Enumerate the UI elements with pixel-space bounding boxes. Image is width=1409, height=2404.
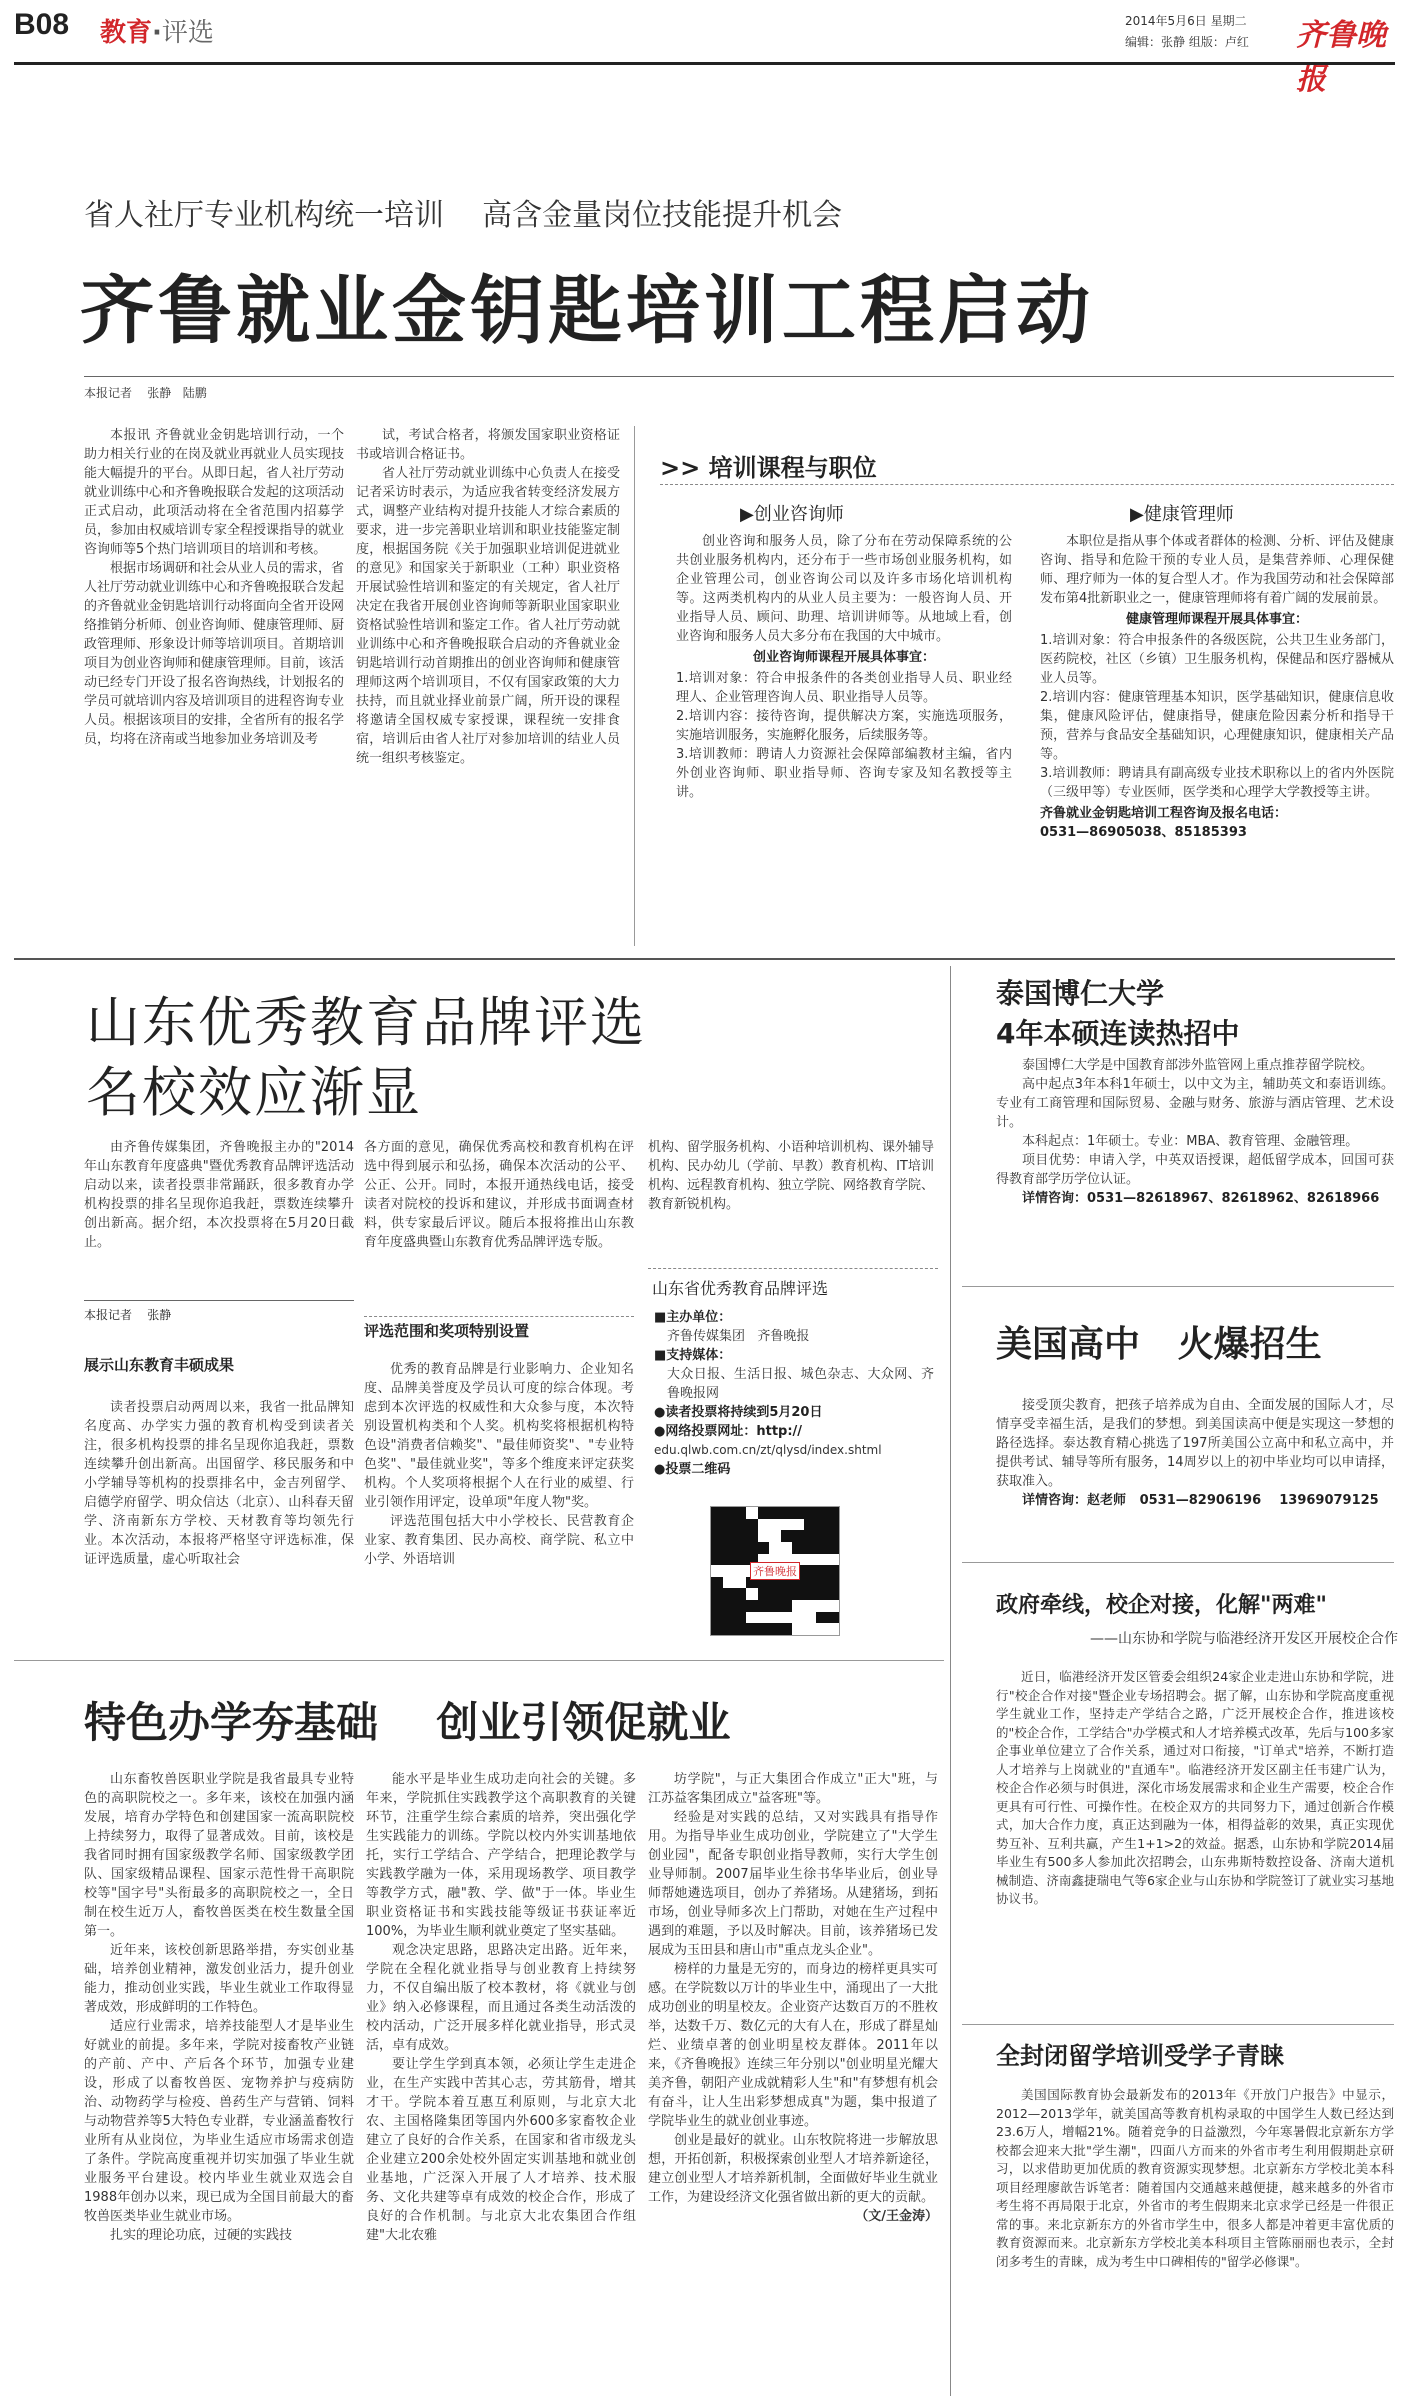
qr-module: [781, 1519, 793, 1531]
course-left-subhead: 创业咨询师课程开展具体事宜：: [752, 650, 935, 665]
issue-date: 2014年5月6日 星期二: [1125, 14, 1247, 28]
side1-headline-1: 泰国博仁大学: [996, 977, 1165, 1010]
qr-module: [816, 1612, 828, 1624]
infobox-organizer-label: ■主办单位：: [654, 1310, 732, 1325]
vocational-paragraph: 观念决定思路，思路决定出路。近年来，学院在全程化就业指导与创业教育上持续努力，不仅自编出版了校本教材，将《就业与创业》纳入必修课程，而且通过各类生动活泼的校内活动，广泛开展多样化就业指导，形式灵活，卓有成效。: [366, 1943, 636, 2053]
lead-kicker: 省人社厅专业机构统一培训 高含金量岗位技能提升机会: [84, 198, 843, 233]
qr-module: [734, 1577, 746, 1589]
course-left-item: 1.培训对象：符合申报条件的各类创业指导人员、职业经理人、企业管理咨询人员、职业指导人员等。: [676, 671, 1012, 705]
qr-module: [711, 1554, 723, 1566]
qr-module: [758, 1542, 770, 1554]
qr-module: [723, 1577, 735, 1589]
side1-paragraph: 本科起点：1年硕士。专业：MBA、教育管理、金融管理。: [1022, 1134, 1359, 1149]
qr-module: [827, 1554, 839, 1566]
qr-module: [723, 1507, 735, 1519]
qr-module: [711, 1542, 723, 1554]
section-label: [100, 12, 214, 49]
qr-module: [769, 1530, 781, 1542]
course-left-item: 3.培训教师：聘请人力资源社会保障部编教材主编，省内外创业咨询师、职业指导师、咨询专家及知名教授等主讲。: [676, 747, 1012, 800]
infobox-media: 大众日报、生活日报、城色杂志、大众网、齐鲁晚报网: [667, 1367, 934, 1401]
infobox-deadline: ●读者投票将持续到5月20日: [654, 1405, 823, 1420]
sidebar-divider: [950, 966, 951, 2396]
course-left: [676, 532, 1012, 950]
masthead: [0, 0, 1409, 97]
vocational-col1: [84, 1770, 354, 2392]
course-heading-arrows: >>: [660, 454, 701, 482]
qr-module: [816, 1554, 828, 1566]
qr-module: [792, 1612, 804, 1624]
qr-module: [723, 1519, 735, 1531]
brand-logo: 齐鲁晚报: [1296, 18, 1386, 97]
vocational-paragraph: 适应行业需求，培养技能型人才是毕业生好就业的前提。多年来，学院对接畜牧产业链的产前、产中、产后各个环节，加强专业建设，形成了以畜牧兽医、宠物养护与疫病防治、动物药学与检疫、兽药生产与营销、饲料与动物营养等5大特色专业群，专业涵盖畜牧行业所有从业岗位，为毕业生适应市场需求创造了条件。学院高度重视并切实加强了毕业生就业服务平台建设。校内毕业生就业双选会自1988年创办以来，现已成为全国目前最大的畜牧兽医类毕业生就业市场。: [84, 2019, 354, 2224]
qr-module: [734, 1530, 746, 1542]
qr-module: [816, 1623, 828, 1635]
qr-module: [746, 1588, 758, 1600]
qr-module: [781, 1600, 793, 1612]
qr-module: [734, 1612, 746, 1624]
qr-module: [723, 1542, 735, 1554]
qr-module: [723, 1554, 735, 1566]
section-b: 评选: [161, 18, 214, 48]
course-right-item: 3.培训教师：聘请具有副高级专业技术职称以上的省内外医院（三级甲等）专业医师，医学类和心理学大学教授等主讲。: [1040, 766, 1394, 800]
qr-module: [781, 1507, 793, 1519]
lead-rule: [84, 376, 1394, 377]
qr-module: [816, 1530, 828, 1542]
vocational-paragraph: 近年来，该校创新思路举措，夯实创业基础，培养创业精神，激发创业活力，提升创业能力，推动创业实践，毕业生就业工作取得显著成效，形成鲜明的工作特色。: [84, 1943, 354, 2015]
vocational-paragraph: 创业是最好的就业。山东牧院将进一步解放思想，开拓创新，积极探索创业型人才培养新途径，建立创业型人才培养新机制，全面做好毕业生就业工作，为建设经济文化强省做出新的更大的贡献。: [648, 2133, 938, 2205]
qr-module: [792, 1600, 804, 1612]
page-number: B08: [14, 8, 70, 41]
course-left-item: 2.培训内容：接待咨询，提供解决方案，实施选项服务，实施培训服务，实施孵化服务，后续服务等。: [676, 709, 1012, 743]
course-right-title: [1130, 500, 1234, 526]
triangle-icon: ▶: [1130, 504, 1144, 525]
qr-module: [827, 1588, 839, 1600]
qr-module: [816, 1588, 828, 1600]
course-right-intro: 本职位是指从事个体或者群体的检测、分析、评估及健康咨询、指导和危险干预的专业人员，是集营养师、心理保健师、理疗师为一体的复合型人才。作为我国劳动和社会保障部发布第4批新职业之一，健康管理师将有着广阔的发展前景。: [1040, 534, 1394, 606]
vocational-col2: [366, 1770, 636, 2392]
qr-module: [723, 1612, 735, 1624]
qr-module: [746, 1600, 758, 1612]
brand-col3: 机构、留学服务机构、小语种培训机构、课外辅导机构、民办幼儿（学前、早教）教育机构、IT培训机构、远程教育机构、独立学院、网络教育学院、教育新锐机构。: [648, 1140, 934, 1212]
brand-byline: 本报记者 张静: [84, 1308, 172, 1322]
course-right-subhead: 健康管理师课程开展具体事宜：: [1125, 612, 1308, 627]
brand-intro: 由齐鲁传媒集团，齐鲁晚报主办的"2014年山东教育年度盛典"暨优秀教育品牌评选活动启动以来，读者投票非常踊跃，很多教育办学机构投票的排名呈现你追我赶，票数连续攀升创出新高。据介绍，本次投票将在5月20日截止。: [84, 1140, 354, 1250]
qr-module: [792, 1542, 804, 1554]
vocational-col3: [648, 1770, 938, 2392]
brand-col1: 读者投票启动两周以来，我省一批品牌知名度高、办学实力强的教育机构受到读者关注，很多机构投票的排名呈现你追我赶，票数连续攀升创出新高。出国留学、移民服务和中小学辅导等机构的投票排名中，金吉列留学、启德学府留学、明众信达（北京）、山科春天留学、济南新东方学校、天材教育等均领先行业。本次活动，本报将严格坚守评选标准，保证评选质量，虚心听取社会: [84, 1400, 354, 1567]
infobox-media-label: ■支持媒体：: [654, 1348, 732, 1363]
infobox-qr-label: ●投票二维码: [654, 1462, 731, 1477]
qr-module: [758, 1600, 770, 1612]
course-left-intro: 创业咨询和服务人员，除了分布在劳动保障系统的公共创业服务机构内，还分布于一些市场创业服务机构，如企业管理公司，创业咨询公司以及许多市场化培训机构等。这两类机构内的从业人员主要为：一般咨询人员、开业指导人员、顾问、助理、培训讲师等。从地域上看，创业咨询和服务人员大多分布在我国的大中城市。: [676, 534, 1012, 644]
qr-module: [827, 1530, 839, 1542]
vocational-paragraph: 榜样的力量是无穷的，而身边的榜样更具实可感。在学院数以万计的毕业生中，涌现出了一大批成功创业的明星校友。企业资产达数百万的不胜枚举，达数千万、数亿元的大有人在，形成了群星灿烂、业绩卓著的创业明星校友群体。2011年以来，《齐鲁晚报》连续三年分别以"创业明星光耀大美齐鲁，朝阳产业成就精彩人生"和"有梦想有机会有奋斗，让人生出彩梦想成真"为题，集中报道了学院毕业生的就业创业事迹。: [648, 1962, 938, 2129]
side1-paragraph: 高中起点3年本科1年硕士，以中文为主，辅助英文和泰语训练。专业有工商管理和国际贸易、金融与财务、旅游与酒店管理、艺术设计。: [996, 1077, 1394, 1130]
qr-module: [804, 1623, 816, 1635]
vocational-paragraph: 扎实的理论功底，过硬的实践技: [110, 2228, 293, 2243]
qr-module: [746, 1530, 758, 1542]
qr-module: [804, 1612, 816, 1624]
vocational-paragraph: 山东畜牧兽医职业学院是我省最具专业特色的高职院校之一。多年来，该校在加强内涵发展，培育办学特色和创建国家一流高职院校上持续努力，取得了显著成效。目前，该校是我省同时拥有国家级教学名师、国家级教学团队、国家级精品课程、国家示范性骨干高职院校等"国字号"头衔最多的高职院校之一，全日制在校生近万人，畜牧兽医类在校生数量全国第一。: [84, 1772, 354, 1939]
qr-module: [769, 1542, 781, 1554]
qr-module: [711, 1612, 723, 1624]
qr-module: [827, 1577, 839, 1589]
brand-col2: 各方面的意见，确保优秀高校和教育机构在评选中得到展示和弘扬，确保本次活动的公平、公正、公开。同时，本报开通热线电话，接受读者对院校的投诉和建议，并形成书面调查材料，供专家最后评议。随后本报将推出山东教育年度盛典暨山东教育优秀品牌评选专版。: [364, 1140, 634, 1250]
qr-module: [758, 1530, 770, 1542]
qr-module: [758, 1588, 770, 1600]
lead-headline: 齐鲁就业金钥匙培训工程启动: [80, 268, 1094, 354]
qr-module: [746, 1519, 758, 1531]
side1-paragraph: 项目优势：申请入学，中英双语授课，超低留学成本，回国可获得教育部学历学位认证。: [996, 1153, 1394, 1187]
infobox-top-rule: [648, 1268, 938, 1269]
course-contact-phone: 0531—86905038、85185393: [1040, 825, 1247, 840]
qr-module: [792, 1623, 804, 1635]
qr-module: [711, 1577, 723, 1589]
brand-paragraph: 评选范围包括大中小学校长、民营教育企业家、教育集团、民办高校、商学院、私立中小学、外语培训: [364, 1514, 634, 1567]
qr-module: [723, 1600, 735, 1612]
qr-module: [804, 1577, 816, 1589]
section-dot: ·: [152, 18, 162, 48]
qr-module: [816, 1507, 828, 1519]
infobox-title: 山东省优秀教育品牌评选: [652, 1279, 829, 1298]
qr-module: [804, 1530, 816, 1542]
side4-body: 美国国际教育协会最新发布的2013年《开放门户报告》中显示，2012—2013学年，就美国高等教育机构录取的中国学生人数已经达到23.6万人，增幅21%。随着竞争的日益激烈，今年寒暑假北京新东方学校都会迎来大批"学生潮"，四面八方而来的外省市考生利用假期赴京研习，以求借助更加优质的教育资源实现梦想。北京新东方学校北美本科项目经理廖歆告诉笔者：随着国内交通越来越便捷，越来越多的外省市考生将不再局限于北京，外省市的考生假期来北京求学已经是一件很正常的事。来北京新东方的外省市学生中，很多人都是冲着更丰富优质的教育资源而来。北京新东方学校北美本科项目主管陈丽丽也表示，全封闭多考生的青睐，成为考生中口碑相传的"留学必修课"。: [996, 2087, 1394, 2269]
qr-module: [781, 1588, 793, 1600]
course-heading: [660, 448, 877, 483]
section-a: 教育: [100, 18, 153, 48]
qr-module: [781, 1623, 793, 1635]
qr-module: [723, 1588, 735, 1600]
qr-module: [734, 1519, 746, 1531]
qr-module: [746, 1612, 758, 1624]
qr-module: [827, 1600, 839, 1612]
qr-module: [758, 1623, 770, 1635]
qr-module: [734, 1565, 746, 1577]
masthead-rule: [14, 62, 1395, 65]
qr-module: [827, 1507, 839, 1519]
side2-rule: [962, 1562, 1394, 1563]
brand-paragraph: 优秀的教育品牌是行业影响力、企业知名度、品牌美誉度及学员认可度的综合体现。考虑到本次评选的权威性和大众参与度，本次特别设置机构类和个人奖。机构奖将根据机构特色设"消费者信赖奖"、"最佳师资奖"、"专业特色奖"、"最佳就业奖"，等多个维度来评定获奖机构。个人奖项将根据个人在行业的威望、行业引领作用评定，设单项"年度人物"奖。: [364, 1362, 634, 1510]
qr-module: [827, 1542, 839, 1554]
brand-sub1: 展示山东教育丰硕成果: [84, 1356, 235, 1374]
qr-module: [804, 1565, 816, 1577]
side2-body: [996, 1396, 1394, 1510]
qr-center-label: 齐鲁晚报: [750, 1562, 800, 1580]
qr-module: [792, 1507, 804, 1519]
lead-column-divider: [634, 426, 635, 946]
side1-paragraph: 泰国博仁大学是中国教育部涉外监管网上重点推荐留学院校。: [1022, 1058, 1374, 1073]
lead-paragraph: 试，考试合格者，将颁发国家职业资格证书或培训合格证书。: [356, 428, 620, 462]
qr-module: [792, 1588, 804, 1600]
course-heading-text: 培训课程与职位: [708, 454, 877, 482]
qr-module: [792, 1519, 804, 1531]
side2-headline: 美国高中 火爆招生: [996, 1324, 1322, 1365]
qr-module: [816, 1600, 828, 1612]
qr-module: [746, 1507, 758, 1519]
qr-module: [827, 1612, 839, 1624]
qr-module: [781, 1542, 793, 1554]
course-heading-rule: [660, 484, 1394, 485]
vocational-paragraph: 经验是对实践的总结，又对实践具有指导作用。为指导毕业生成功创业，学院建立了"大学生创业园"，配备专职创业指导教师，实行大学生创业导师制。2007届毕业生徐书华毕业后，创业导师帮她遴选项目，创办了养猪场。从建猪场，到拓市场，创业导师多次上门帮助，对她在生产过程中遇到的难题，予以及时解决。目前，该养猪场已发展成为玉田县和唐山市"重点龙头企业"。: [648, 1810, 938, 1958]
side3-subtitle: ——山东协和学院与临港经济开发区开展校企合作: [1090, 1631, 1398, 1647]
qr-module: [769, 1519, 781, 1531]
qr-module: [711, 1565, 723, 1577]
lead-paragraph: 根据市场调研和社会从业人员的需求，省人社厅劳动就业训练中心和齐鲁晚报联合发起的齐鲁就业金钥匙培训行动将面向全省开设网络推销分析师、创业咨询师、健康管理师、厨政管理师、形象设计师等培训项目。首期培训项目为创业咨询师和健康管理师。目前，该活动已经专门开设了报名咨询热线，计划报名的学员可就培训内容及培训项目的进程咨询专业人员。根据该项目的安排，全省所有的报名学员，均将在济南或当地参加业务培训及考: [84, 561, 344, 747]
qr-module: [804, 1507, 816, 1519]
infobox-url[interactable]: edu.qlwb.com.cn/zt/qlysd/index.shtml: [654, 1443, 882, 1457]
qr-module: [827, 1519, 839, 1531]
editor-line: 编辑：张静 组版：卢红: [1125, 35, 1249, 49]
course-contact-title: 齐鲁就业金钥匙培训工程咨询及报名电话：: [1040, 806, 1288, 821]
lead-col2: [356, 426, 620, 946]
qr-module: [816, 1577, 828, 1589]
side2-contact: 详情咨询：赵老师 0531—82906196 13969079125: [1022, 1493, 1379, 1508]
qr-module: [734, 1623, 746, 1635]
brand-headline-1: 山东优秀教育品牌评选: [86, 991, 646, 1054]
course-right-item: 2.培训内容：健康管理基本知识，医学基础知识，健康信息收集，健康风险评估，健康指导，健康危险因素分析和指导干预，营养与食品安全基础知识，心理健康知识，健康相关产品等。: [1040, 690, 1394, 762]
qr-module: [769, 1600, 781, 1612]
qr-module: [804, 1519, 816, 1531]
qr-module: [734, 1588, 746, 1600]
qr-module: [769, 1612, 781, 1624]
qr-module: [804, 1542, 816, 1554]
qr-module: [723, 1565, 735, 1577]
infobox-body: [654, 1308, 934, 1479]
side3-body: 近日，临港经济开发区管委会组织24家企业走进山东协和学院，进行"校企合作对接"暨企业专场招聘会。据了解，山东协和学院高度重视学生就业工作，坚持走产学结合之路，广泛开展校企合作，推进该校的"校企合作，工学结合"办学模式和人才培养模式改革，先后与100多家企事业单位建立了合作关系，通过对口衔接，"订单式"培养，不断打造人才培养与上岗就业的"直通车"。临港经济开发区副主任韦建广认为，校企合作必须与时俱进，深化市场发展需求和企业生产需要，校企合作更具有可行性、可操作性。在校企双方的共同努力下，通过创新合作模式，加大合作力度，真正达到融为一体，相得益彰的效果，真正实现优势互补、互利共赢，产生1+1>2的效益。据悉，山东协和学院2014届毕业生有500多人参加此次招聘会，山东弗斯特数控设备、济南大道机械制造、济南鑫捷瑞电气等6家企业与山东协和学院签订了就业实习基地协议书。: [996, 1669, 1394, 1906]
vocational-signature: （文/王金涛）: [855, 2209, 938, 2224]
qr-module: [816, 1519, 828, 1531]
side1-headline-2: 4年本硕连读热招中: [996, 1017, 1240, 1050]
brand-headline-2: 名校效应渐显: [86, 1061, 422, 1124]
qr-module: [781, 1612, 793, 1624]
lead-paragraph: 本报讯 齐鲁就业金钥匙培训行动，一个助力相关行业的在岗及就业再就业人员实现技能大幅提升的平台。从即日起，省人社厅劳动就业训练中心和齐鲁晚报联合发起的这项活动正式启动，此项活动将在全省范围内招募学员，参加由权威培训专家全程授课指导的就业咨询师等5个热门培训项目的培训和考核。: [84, 428, 344, 557]
qr-module: [816, 1542, 828, 1554]
course-right-item: 1.培训对象：符合申报条件的各级医院，公共卫生业务部门，医药院校，社区（乡镇）卫生服务机构，保健品和医疗器械从业人员等。: [1040, 633, 1394, 686]
qr-module: [781, 1530, 793, 1542]
course-left-title: [740, 500, 844, 526]
qr-module: [804, 1554, 816, 1566]
qr-module: [711, 1519, 723, 1531]
side3-rule: [962, 2024, 1394, 2025]
side1-contact: 详情咨询：0531—82618967、82618962、82618966: [1022, 1191, 1380, 1206]
qr-module: [792, 1530, 804, 1542]
course-right-title-text: 健康管理师: [1143, 504, 1234, 525]
vocational-headline: 特色办学夯基础 创业引领促就业: [84, 1698, 731, 1747]
brand-sub2: 评选范围和奖项特别设置: [364, 1322, 530, 1340]
qr-module: [769, 1623, 781, 1635]
qr-module: [769, 1507, 781, 1519]
lead-byline: 本报记者 张静 陆鹏: [84, 386, 207, 400]
qr-module: [827, 1623, 839, 1635]
infobox-organizer: 齐鲁传媒集团 齐鲁晚报: [667, 1329, 810, 1344]
side1-rule: [962, 1286, 1394, 1287]
vocational-paragraph: 坊学院"，与正大集团合作成立"正大"班，与江苏益客集团成立"益客班"等。: [648, 1772, 938, 1806]
lead-col1: [84, 426, 344, 946]
qr-module: [758, 1612, 770, 1624]
qr-module: [734, 1600, 746, 1612]
infobox-url-label: ●网络投票网址：http://: [654, 1424, 803, 1439]
qr-module: [711, 1588, 723, 1600]
lead-bottom-rule: [14, 958, 1395, 960]
lead-paragraph: 省人社厅劳动就业训练中心负责人在接受记者采访时表示，为适应我省转变经济发展方式，调整产业结构对提升技能人才综合素质的要求，进一步完善职业培训和职业技能鉴定制度，根据国务院《关于加强职业培训促进就业的意见》和国家关于新职业（工种）职业资格开展试验性培训和鉴定的有关规定，省人社厅决定在我省开展创业咨询师等新职业国家职业资格试验性培训和鉴定工作。省人社厅劳动就业训练中心和齐鲁晚报联合启动的齐鲁就业金钥匙培训行动首期推出的创业咨询师和健康管理师这两个培训项目，不仅有国家政策的大力扶持，而且就业择业前景广阔，所开设的课程将邀请全国权威专家授课，课程统一安排食宿，培训后由省人社厅对参加培训的结业人员统一组织考核鉴定。: [356, 466, 620, 766]
qr-module: [734, 1507, 746, 1519]
qr-module: [746, 1542, 758, 1554]
qr-module: [804, 1588, 816, 1600]
triangle-icon: ▶: [740, 504, 754, 525]
side3-headline: 政府牵线，校企对接，化解"两难": [996, 1593, 1327, 1618]
qr-module: [723, 1623, 735, 1635]
brand-sub2-rule: [364, 1316, 634, 1317]
qr-module: [711, 1623, 723, 1635]
course-left-title-text: 创业咨询师: [753, 504, 844, 525]
qr-module: [746, 1623, 758, 1635]
qr-module: [734, 1542, 746, 1554]
qr-module: [711, 1600, 723, 1612]
qr-module: [758, 1519, 770, 1531]
qr-module: [827, 1565, 839, 1577]
qr-module: [758, 1507, 770, 1519]
side4-headline: 全封闭留学培训受学子青睐: [996, 2042, 1284, 2070]
qr-module: [769, 1588, 781, 1600]
qr-module: [804, 1600, 816, 1612]
qr-module: [734, 1554, 746, 1566]
brand-col2b: [364, 1360, 634, 1650]
vocational-top-rule: [14, 1660, 944, 1661]
course-right: [1040, 532, 1394, 952]
qr-module: [723, 1530, 735, 1542]
qr-module: [711, 1507, 723, 1519]
qr-module: [711, 1530, 723, 1542]
vote-infobox: [648, 1268, 938, 1648]
side1-body: [996, 1056, 1394, 1208]
side2-paragraph: 接受顶尖教育，把孩子培养成为自由、全面发展的国际人才，尽情享受幸福生活，是我们的梦想。到美国读高中便是实现这一梦想的路径选择。泰达教育精心挑选了197所美国公立高中和私立高中，并提供考试、辅导等所有服务，14周岁以上的初中毕业均可以申请择，获取准入。: [996, 1398, 1394, 1489]
qr-module: [816, 1565, 828, 1577]
vocational-paragraph: 能水平是毕业生成功走向社会的关键。多年来，学院抓住实践教学这个高职教育的关键环节，注重学生综合素质的培养，突出强化学生实践能力的训练。学院以校内外实训基地依托，实行工学结合、产学结合，把理论教学与实践教学融为一体，采用现场教学、项目教学等教学方式，融"教、学、做"于一体。毕业生职业资格证书和实践技能等级证书获证率近100%，为毕业生顺利就业奠定了坚实基础。: [366, 1772, 636, 1939]
vocational-paragraph: 要让学生学到真本领，必须让学生走进企业，在生产实践中苦其心志，劳其筋骨，增其才干。学院本着互惠互利原则，与北京大北农、主国格隆集团等国内外600多家畜牧企业建立了良好的合作关系，在国家和省市级龙头企业建立200余处校外固定实训基地和就业创业基地，广泛深入开展了人才培养、技术服务、文化共建等卓有成效的校企合作，形成了良好的合作机制。与北京大北农集团合作组建"大北农雅: [366, 2057, 636, 2243]
brand-byline-rule: [84, 1300, 354, 1301]
